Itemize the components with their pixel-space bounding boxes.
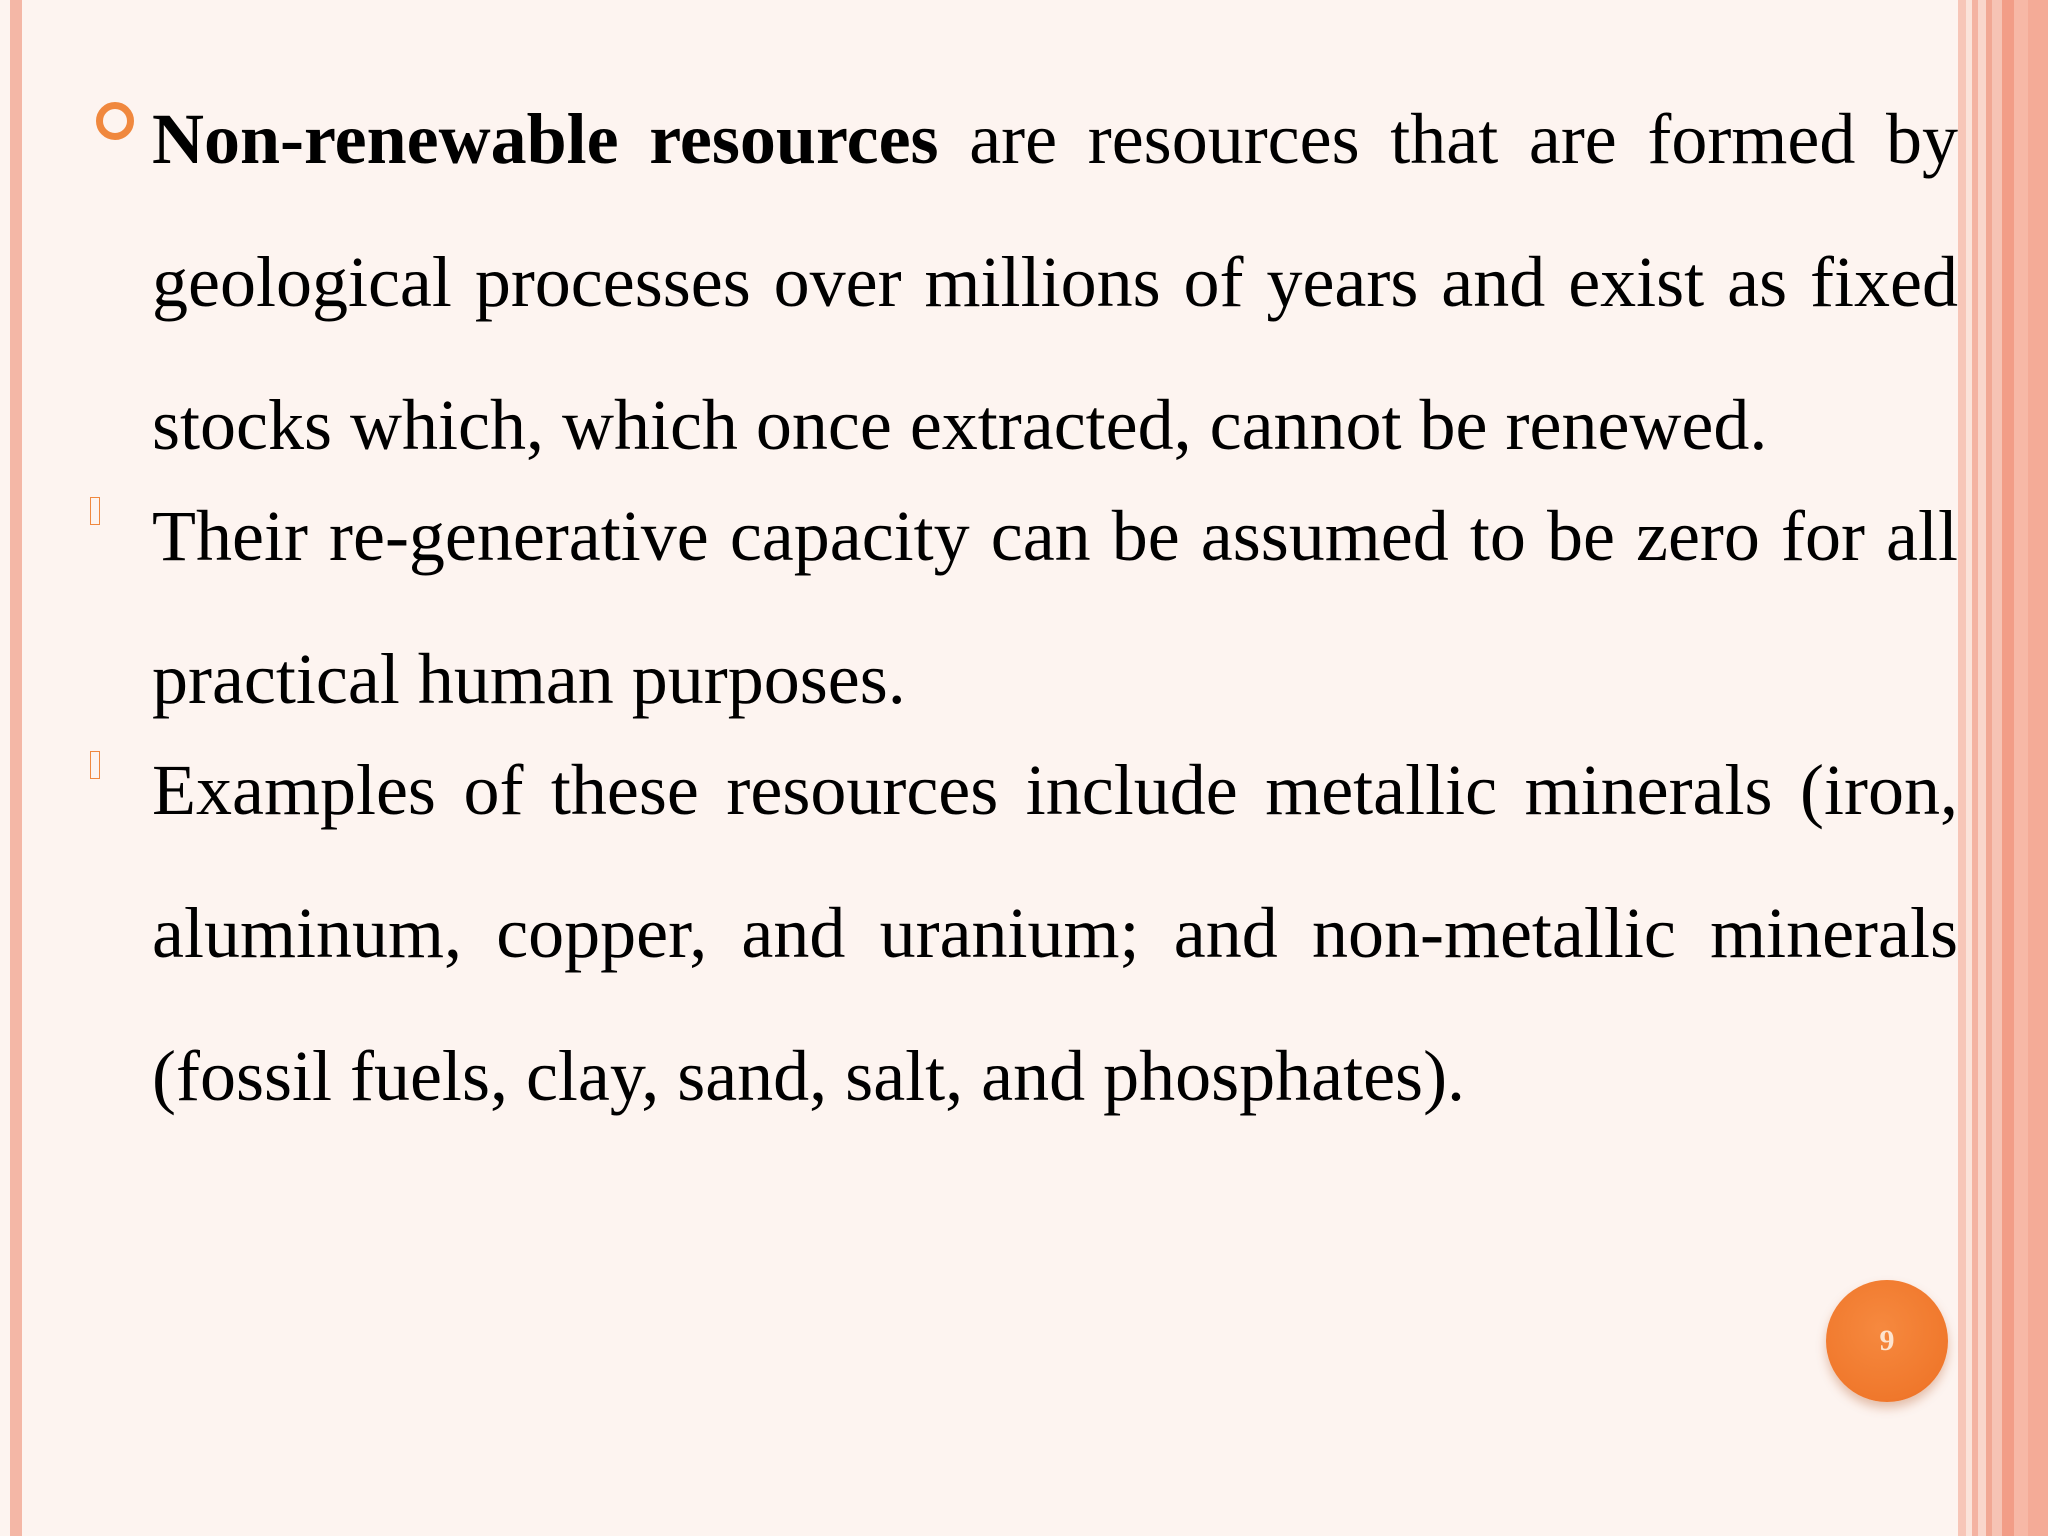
bullet-bold-term: Non-renewable resources: [152, 99, 939, 179]
bullet-item: [90, 68, 1960, 497]
bullet-text: [152, 68, 1958, 497]
box-bullet-icon: [90, 497, 100, 525]
bullet-text: Examples of these resources include metallic minerals (iron, aluminum, copper, and uranium; and non-metallic minerals (fossil fuels, clay, sand, salt, and phosphates).: [152, 750, 1958, 1116]
bullet-body: are resources that are formed by geological processes over millions of years and exist as fixed stocks which, which once extracted, cannot be renewed.: [152, 99, 1958, 465]
page-number: 9: [1879, 1324, 1895, 1357]
page-number-badge: [1826, 1280, 1948, 1402]
slide-content: [90, 100, 1960, 1148]
left-border-stripe: [10, 0, 22, 1536]
bullet-text: Their re-generative capacity can be assumed to be zero for all practical human purposes.: [152, 496, 1958, 719]
bullet-item: [90, 465, 1960, 751]
right-border-band: [1958, 0, 2048, 1536]
box-bullet-icon: [90, 751, 100, 779]
bullet-item: [90, 719, 1960, 1148]
ring-bullet-icon: [96, 102, 134, 140]
